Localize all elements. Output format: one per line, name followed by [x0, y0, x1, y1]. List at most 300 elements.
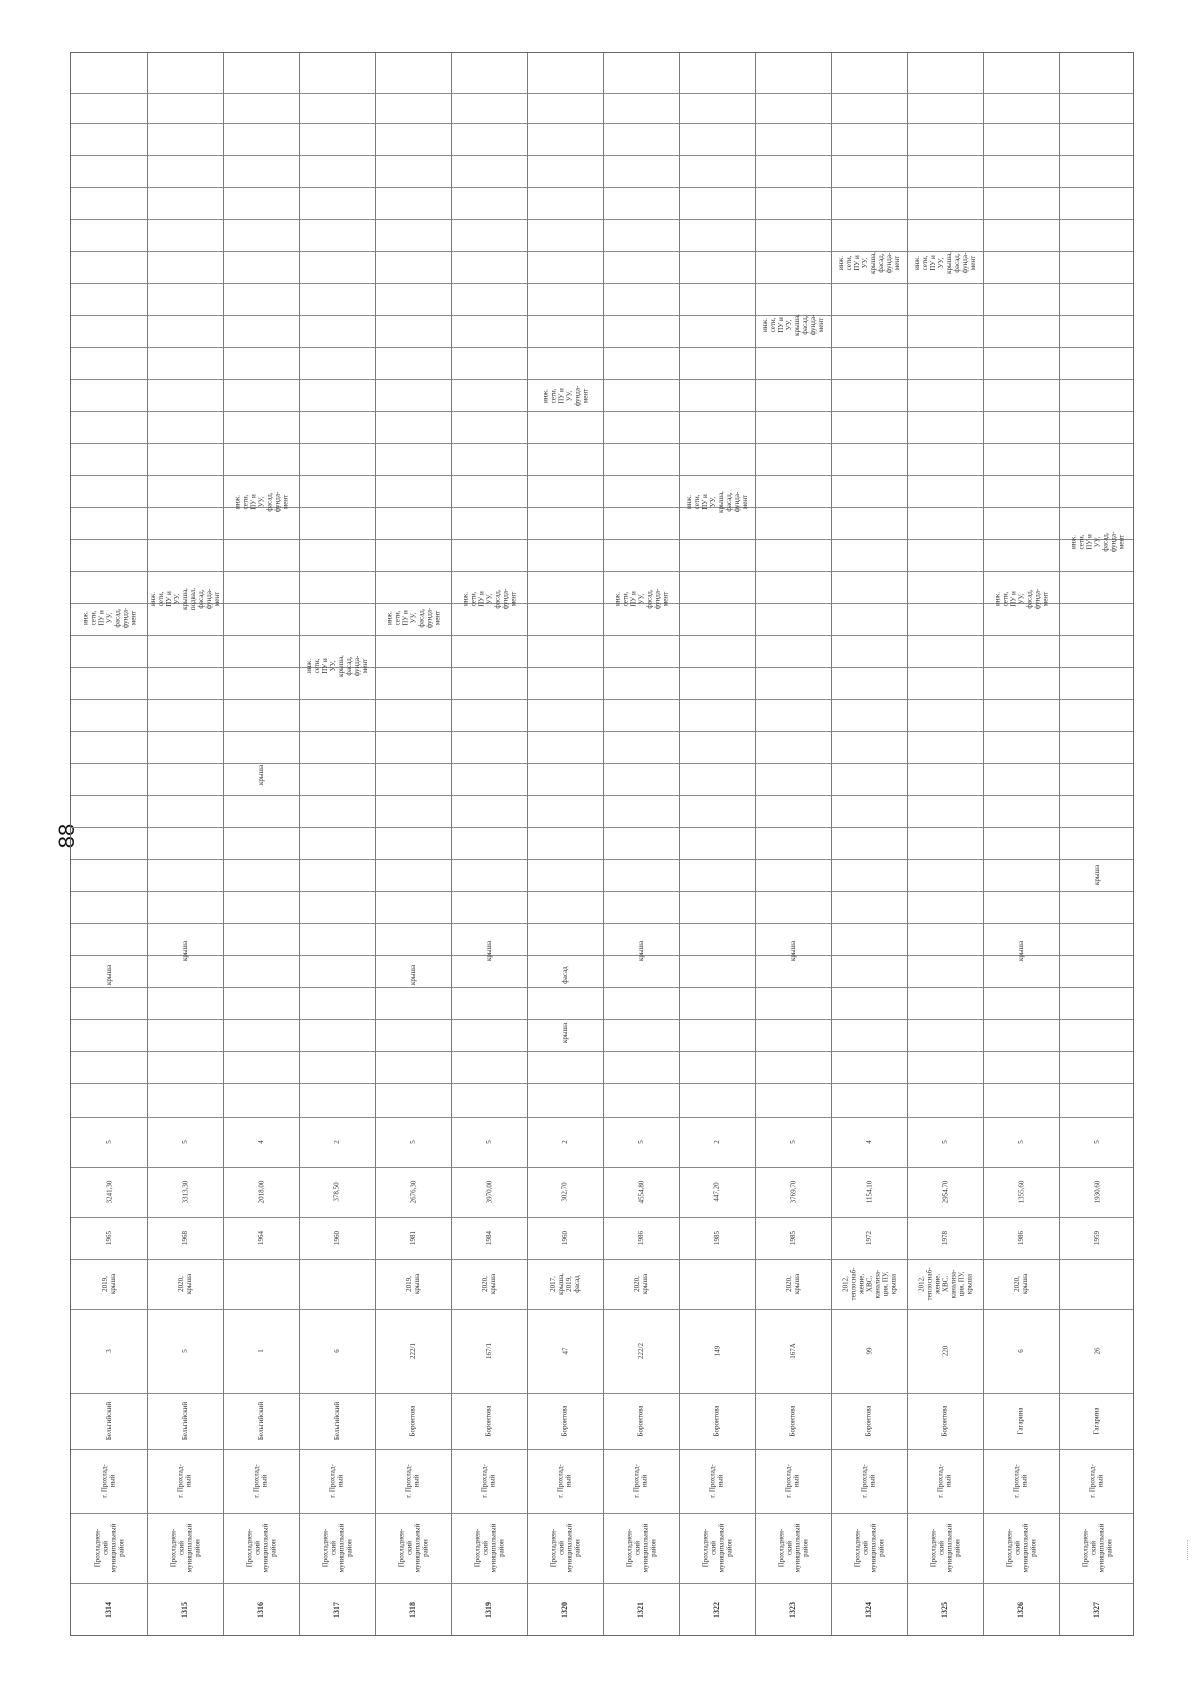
planned-work-cell: [71, 593, 147, 643]
row-number: [983, 1583, 1059, 1637]
floors-cell-text: 4: [257, 1140, 265, 1144]
district-cell: [223, 1513, 299, 1583]
house-cell: [451, 1309, 527, 1393]
grid-hline: [71, 635, 1133, 636]
grid-hline: [71, 347, 1133, 348]
grid-hline: [71, 123, 1133, 124]
area-cell-text: 378,50: [333, 1182, 341, 1202]
row-number-text: 1319: [484, 1602, 493, 1618]
house-cell: [147, 1309, 223, 1393]
planned-work-cell-text: крыша: [636, 940, 645, 962]
city-cell: [299, 1449, 375, 1513]
planned-work-cell-text: инж. сети, ПУ и УУ, фасад, фунда- мент: [1068, 531, 1125, 553]
row-number: [603, 1583, 679, 1637]
completed-works-cell: [147, 1259, 223, 1309]
street-cell-text: Бельгийский: [181, 1401, 189, 1441]
street-cell: [983, 1393, 1059, 1449]
completed-works-cell: [1059, 1259, 1135, 1309]
district-cell-text: Прохладнен- ский муниципальный район: [93, 1523, 125, 1573]
city-cell-text: г. Прохлад- ный: [405, 1464, 421, 1498]
row-number-text: 1315: [180, 1602, 189, 1618]
year-built-cell-text: 1986: [1017, 1231, 1025, 1245]
city-cell-text: г. Прохлад- ный: [785, 1464, 801, 1498]
district-cell: [375, 1513, 451, 1583]
margin-mark: [1187, 1540, 1192, 1560]
completed-works-cell-text: 2012, теплоснаб- жение, ХВС, канализа- ция, ПУ, крыша: [841, 1267, 897, 1301]
row-number-text: 1318: [408, 1602, 417, 1618]
floors-cell: [451, 1117, 527, 1167]
area-cell-text: 1930,60: [1093, 1180, 1101, 1204]
row-number-text: 1325: [940, 1602, 949, 1618]
grid-hline: [71, 731, 1133, 732]
district-cell-text: Прохладнен- ский муниципальный район: [777, 1523, 809, 1573]
planned-work-cell-text: крыша: [1092, 864, 1101, 886]
city-cell-text: г. Прохлад- ный: [253, 1464, 269, 1498]
district-cell-text: Прохладнен- ский муниципальный район: [701, 1523, 733, 1573]
year-built-cell: [223, 1217, 299, 1259]
year-built-cell-text: 1965: [105, 1231, 113, 1245]
grid-hline: [71, 955, 1133, 956]
city-cell: [71, 1449, 147, 1513]
planned-work-cell-text: инж. сети, ПУ и УУ, фасад, фунда- мент: [612, 588, 669, 610]
row-number-text: 1317: [332, 1602, 341, 1618]
street-cell-text: Боронтова: [865, 1405, 873, 1437]
planned-work-cell-text: инж. сети, ПУ и УУ, фасад, фунда- мент: [232, 491, 289, 513]
completed-works-cell-text: 2020, крыша: [784, 1273, 801, 1295]
city-cell: [755, 1449, 831, 1513]
work-schedule-table: [70, 52, 1134, 1636]
city-cell: [679, 1449, 755, 1513]
area-cell: [907, 1167, 983, 1217]
city-cell-text: г. Прохлад- ный: [329, 1464, 345, 1498]
street-cell: [603, 1393, 679, 1449]
planned-work-cell: [983, 933, 1059, 969]
year-built-cell-text: 1985: [789, 1231, 797, 1245]
house-cell-text: 167/1: [484, 1343, 493, 1359]
completed-works-cell: [451, 1259, 527, 1309]
completed-works-cell: [603, 1259, 679, 1309]
year-built-cell: [451, 1217, 527, 1259]
completed-works-cell-text: 2012, теплоснаб- жение, ХВС, канализа- ция, ПУ, крыша: [917, 1267, 973, 1301]
district-cell: [907, 1513, 983, 1583]
row-number-text: 1320: [560, 1602, 569, 1618]
grid-hline: [71, 827, 1133, 828]
planned-work-cell-text: крыша: [256, 764, 265, 786]
area-cell-text: 2676,30: [409, 1180, 417, 1204]
row-number: [223, 1583, 299, 1637]
row-number: [527, 1583, 603, 1637]
completed-works-cell: [755, 1259, 831, 1309]
grid-hline: [71, 475, 1133, 476]
floors-cell: [679, 1117, 755, 1167]
city-cell: [223, 1449, 299, 1513]
floors-cell-text: 5: [637, 1140, 645, 1144]
street-cell: [147, 1393, 223, 1449]
year-built-cell-text: 1978: [941, 1231, 949, 1245]
street-cell-text: Боронтова: [789, 1405, 797, 1437]
planned-work-cell-text: крыша: [104, 964, 113, 986]
completed-works-cell-text: 2019, крыша: [100, 1273, 117, 1295]
floors-cell-text: 5: [1017, 1140, 1025, 1144]
planned-work-cell: [679, 477, 755, 527]
city-cell: [907, 1449, 983, 1513]
city-cell: [375, 1449, 451, 1513]
street-cell-text: Гагарина: [1093, 1407, 1101, 1435]
grid-hline: [71, 155, 1133, 156]
city-cell-text: г. Прохлад- ный: [709, 1464, 725, 1498]
street-cell: [71, 1393, 147, 1449]
city-cell-text: г. Прохлад- ный: [861, 1464, 877, 1498]
grid-hline: [71, 443, 1133, 444]
street-cell: [451, 1393, 527, 1449]
planned-work-cell: [1059, 859, 1135, 891]
planned-work-cell: [983, 573, 1059, 625]
grid-hline: [71, 667, 1133, 668]
district-cell: [451, 1513, 527, 1583]
street-cell: [1059, 1393, 1135, 1449]
completed-works-cell-text: 2020, крыша: [176, 1273, 193, 1295]
area-cell-text: 4554,80: [637, 1180, 645, 1204]
district-cell-text: Прохладнен- ский муниципальный район: [245, 1523, 277, 1573]
page-number: 88: [54, 823, 79, 849]
floors-cell-text: 5: [1093, 1140, 1101, 1144]
year-built-cell: [299, 1217, 375, 1259]
floors-cell-text: 5: [941, 1140, 949, 1144]
street-cell-text: Боронтова: [409, 1405, 417, 1437]
district-cell-text: Прохладнен- ский муниципальный район: [929, 1523, 961, 1573]
year-built-cell: [755, 1217, 831, 1259]
area-cell: [983, 1167, 1059, 1217]
planned-work-cell: [223, 477, 299, 527]
house-cell: [679, 1309, 755, 1393]
grid-hline: [71, 315, 1133, 316]
area-cell: [527, 1167, 603, 1217]
planned-work-cell-text: крыша: [1016, 940, 1025, 962]
floors-cell: [603, 1117, 679, 1167]
planned-work-cell-text: крыша: [560, 1022, 569, 1044]
row-number-text: 1322: [712, 1602, 721, 1618]
planned-work-cell-text: инж. сети, ПУ и УУ, фунда- мент: [540, 385, 589, 407]
floors-cell: [375, 1117, 451, 1167]
planned-work-cell: [755, 933, 831, 969]
street-cell-text: Боронтова: [637, 1405, 645, 1437]
planned-work-cell-text: инж. сети, ПУ и УУ, крыша, фасад, фунда- мент: [304, 655, 369, 677]
area-cell: [223, 1167, 299, 1217]
completed-works-cell-text: 2020, крыша: [1012, 1273, 1029, 1295]
city-cell-text: г. Прохлад- ный: [557, 1464, 573, 1498]
street-cell-text: Боронтова: [485, 1405, 493, 1437]
year-built-cell: [71, 1217, 147, 1259]
street-cell-text: Боронтова: [561, 1405, 569, 1437]
grid-hline: [71, 859, 1133, 860]
area-cell-text: 3241,30: [105, 1180, 113, 1204]
year-built-cell: [375, 1217, 451, 1259]
district-cell: [299, 1513, 375, 1583]
street-cell: [831, 1393, 907, 1449]
grid-hline: [71, 1083, 1133, 1084]
row-number-text: 1327: [1092, 1602, 1101, 1618]
floors-cell: [223, 1117, 299, 1167]
year-built-cell-text: 1964: [257, 1231, 265, 1245]
row-number: [147, 1583, 223, 1637]
area-cell: [755, 1167, 831, 1217]
planned-work-cell: [603, 933, 679, 969]
street-cell: [907, 1393, 983, 1449]
house-cell-text: 6: [333, 1349, 341, 1353]
house-cell-text: 149: [713, 1345, 721, 1357]
house-cell: [983, 1309, 1059, 1393]
year-built-cell: [831, 1217, 907, 1259]
area-cell-text: 447,20: [713, 1182, 721, 1202]
house-cell: [299, 1309, 375, 1393]
completed-works-cell: [907, 1259, 983, 1309]
street-cell: [527, 1393, 603, 1449]
street-cell: [375, 1393, 451, 1449]
house-cell: [831, 1309, 907, 1393]
year-built-cell: [679, 1217, 755, 1259]
district-cell: [527, 1513, 603, 1583]
completed-works-cell: [375, 1259, 451, 1309]
row-number: [71, 1583, 147, 1637]
completed-works-cell: [223, 1259, 299, 1309]
planned-work-cell-text: крыша: [180, 940, 189, 962]
district-cell-text: Прохладнен- ский муниципальный район: [625, 1523, 657, 1573]
year-built-cell-text: 1960: [333, 1231, 341, 1245]
house-cell: [527, 1309, 603, 1393]
completed-works-cell: [71, 1259, 147, 1309]
planned-work-cell: [755, 297, 831, 353]
street-cell-text: Гагарина: [1017, 1407, 1025, 1435]
city-cell: [603, 1449, 679, 1513]
district-cell-text: Прохладнен- ский муниципальный район: [1005, 1523, 1037, 1573]
area-cell-text: 1355,60: [1017, 1180, 1025, 1204]
planned-work-cell: [451, 573, 527, 625]
floors-cell: [147, 1117, 223, 1167]
year-built-cell: [603, 1217, 679, 1259]
area-cell: [147, 1167, 223, 1217]
house-cell-text: 5: [181, 1349, 189, 1353]
planned-work-cell: [223, 753, 299, 797]
house-cell-text: 1: [257, 1349, 265, 1353]
planned-work-cell: [299, 641, 375, 691]
floors-cell-text: 2: [713, 1140, 721, 1144]
house-cell-text: 3: [105, 1349, 113, 1353]
floors-cell: [755, 1117, 831, 1167]
year-built-cell-text: 1986: [637, 1231, 645, 1245]
house-cell-text: 220: [941, 1345, 949, 1357]
planned-work-cell-text: инж. сети, ПУ и УУ, фасад, фунда- мент: [460, 588, 517, 610]
row-number-text: 1321: [636, 1602, 645, 1618]
floors-cell: [527, 1117, 603, 1167]
row-number-text: 1316: [256, 1602, 265, 1618]
district-cell-text: Прохладнен- ский муниципальный район: [397, 1523, 429, 1573]
year-built-cell: [1059, 1217, 1135, 1259]
floors-cell: [831, 1117, 907, 1167]
row-number: [299, 1583, 375, 1637]
floors-cell-text: 5: [409, 1140, 417, 1144]
completed-works-cell: [679, 1259, 755, 1309]
district-cell: [147, 1513, 223, 1583]
row-number: [1059, 1583, 1135, 1637]
area-cell-text: 2018,00: [257, 1180, 265, 1204]
planned-work-cell-text: инж. сети, ПУ и УУ, фасад, фунда- мент: [384, 607, 441, 629]
floors-cell: [983, 1117, 1059, 1167]
year-built-cell: [907, 1217, 983, 1259]
street-cell: [755, 1393, 831, 1449]
row-number-text: 1324: [864, 1602, 873, 1618]
completed-works-cell-text: 2020, крыша: [632, 1273, 649, 1295]
floors-cell-text: 5: [105, 1140, 113, 1144]
house-cell-text: 47: [561, 1347, 569, 1355]
planned-work-cell-text: инж. сети, ПУ и УУ, фасад, фунда- мент: [992, 588, 1049, 610]
grid-hline: [71, 923, 1133, 924]
street-cell-text: Бельгийский: [105, 1401, 113, 1441]
completed-works-cell: [299, 1259, 375, 1309]
year-built-cell-text: 1985: [713, 1231, 721, 1245]
street-cell: [299, 1393, 375, 1449]
floors-cell-text: 5: [485, 1140, 493, 1144]
city-cell-text: г. Прохлад- ный: [1013, 1464, 1029, 1498]
house-cell-text: 99: [865, 1347, 873, 1355]
floors-cell-text: 5: [181, 1140, 189, 1144]
planned-work-cell-text: крыша: [484, 940, 493, 962]
grid-hline: [71, 93, 1133, 94]
city-cell: [147, 1449, 223, 1513]
planned-work-cell-text: инж. сети, ПУ и УУ, крыша, подвал, фасад, фунда- мент: [148, 587, 221, 611]
completed-works-cell-text: 2020, крыша: [480, 1273, 497, 1295]
house-cell: [907, 1309, 983, 1393]
area-cell: [1059, 1167, 1135, 1217]
row-number-text: 1314: [104, 1602, 113, 1618]
city-cell: [831, 1449, 907, 1513]
row-number: [907, 1583, 983, 1637]
year-built-cell-text: 1960: [561, 1231, 569, 1245]
area-cell: [603, 1167, 679, 1217]
year-built-cell-text: 1981: [409, 1231, 417, 1245]
district-cell: [983, 1513, 1059, 1583]
city-cell-text: г. Прохлад- ный: [177, 1464, 193, 1498]
planned-work-cell-text: фасад: [560, 966, 569, 984]
street-cell-text: Бельгийский: [257, 1401, 265, 1441]
district-cell: [755, 1513, 831, 1583]
area-cell-text: 3313,30: [181, 1180, 189, 1204]
area-cell-text: 3769,70: [789, 1180, 797, 1204]
street-cell-text: Боронтова: [713, 1405, 721, 1437]
house-cell: [71, 1309, 147, 1393]
area-cell-text: 2954,70: [941, 1180, 949, 1204]
district-cell-text: Прохладнен- ский муниципальный район: [473, 1523, 505, 1573]
year-built-cell-text: 1972: [865, 1231, 873, 1245]
district-cell-text: Прохладнен- ский муниципальный район: [1081, 1523, 1113, 1573]
house-cell: [375, 1309, 451, 1393]
year-built-cell-text: 1984: [485, 1231, 493, 1245]
completed-works-cell: [983, 1259, 1059, 1309]
year-built-cell: [527, 1217, 603, 1259]
district-cell: [71, 1513, 147, 1583]
floors-cell: [71, 1117, 147, 1167]
area-cell: [299, 1167, 375, 1217]
district-cell: [831, 1513, 907, 1583]
district-cell-text: Прохладнен- ский муниципальный район: [169, 1523, 201, 1573]
row-number: [831, 1583, 907, 1637]
area-cell: [679, 1167, 755, 1217]
house-cell: [223, 1309, 299, 1393]
grid-hline: [71, 891, 1133, 892]
grid-hline: [71, 603, 1133, 604]
planned-work-cell-text: инж. сети, ПУ и УУ, крыша, фасад, фунда- мент: [684, 491, 749, 513]
planned-work-cell: [907, 237, 983, 289]
completed-works-cell-text: 2017, крыша, 2019, фасад: [548, 1273, 581, 1295]
grid-hline: [71, 187, 1133, 188]
completed-works-cell-text: 2019, крыша: [404, 1273, 421, 1295]
planned-work-cell-text: инж. сети, ПУ и УУ, фасад, фунда- мент: [80, 607, 137, 629]
city-cell-text: г. Прохлад- ный: [1089, 1464, 1105, 1498]
planned-work-cell: [375, 593, 451, 643]
planned-work-cell-text: крыша: [788, 940, 797, 962]
street-cell: [223, 1393, 299, 1449]
grid-hline: [71, 1051, 1133, 1052]
area-cell: [831, 1167, 907, 1217]
planned-work-cell: [527, 957, 603, 993]
city-cell: [451, 1449, 527, 1513]
grid-hline: [71, 539, 1133, 540]
house-cell-text: 6: [1017, 1349, 1025, 1353]
city-cell-text: г. Прохлад- ный: [633, 1464, 649, 1498]
completed-works-cell: [831, 1259, 907, 1309]
city-cell-text: г. Прохлад- ный: [481, 1464, 497, 1498]
district-cell: [603, 1513, 679, 1583]
area-cell: [451, 1167, 527, 1217]
row-number: [755, 1583, 831, 1637]
planned-work-cell-text: инж. сети, ПУ и УУ, крыша, фасад, фунда- мент: [912, 252, 977, 274]
row-number: [375, 1583, 451, 1637]
district-cell: [679, 1513, 755, 1583]
year-built-cell: [983, 1217, 1059, 1259]
street-cell-text: Бельгийский: [333, 1401, 341, 1441]
planned-work-cell: [527, 1017, 603, 1049]
completed-works-cell: [527, 1259, 603, 1309]
house-cell-text: 222/1: [408, 1343, 417, 1359]
grid-hline: [71, 699, 1133, 700]
floors-cell: [907, 1117, 983, 1167]
area-cell-text: 302,70: [561, 1182, 569, 1202]
year-built-cell-text: 1959: [1093, 1231, 1101, 1245]
house-cell-text: 222/2: [636, 1343, 645, 1359]
house-cell: [755, 1309, 831, 1393]
house-cell-text: 167А: [789, 1343, 797, 1359]
planned-work-cell: [147, 573, 223, 625]
house-cell: [603, 1309, 679, 1393]
area-cell: [71, 1167, 147, 1217]
floors-cell: [299, 1117, 375, 1167]
planned-work-cell-text: крыша: [408, 964, 417, 986]
planned-work-cell: [603, 573, 679, 625]
planned-work-cell-text: инж. сети, ПУ и УУ, крыша, фасад, фунда- мент: [760, 314, 825, 336]
street-cell: [679, 1393, 755, 1449]
district-cell-text: Прохладнен- ский муниципальный район: [321, 1523, 353, 1573]
grid-hline: [71, 571, 1133, 572]
street-cell-text: Боронтова: [941, 1405, 949, 1437]
area-cell-text: 1154,10: [865, 1180, 873, 1204]
year-built-cell-text: 1968: [181, 1231, 189, 1245]
row-number: [679, 1583, 755, 1637]
house-cell: [1059, 1309, 1135, 1393]
planned-work-cell: [147, 933, 223, 969]
row-number: [451, 1583, 527, 1637]
planned-work-cell: [451, 933, 527, 969]
city-cell: [1059, 1449, 1135, 1513]
planned-work-cell-text: инж. сети, ПУ и УУ, крыша, фасад, фунда- мент: [836, 252, 901, 274]
